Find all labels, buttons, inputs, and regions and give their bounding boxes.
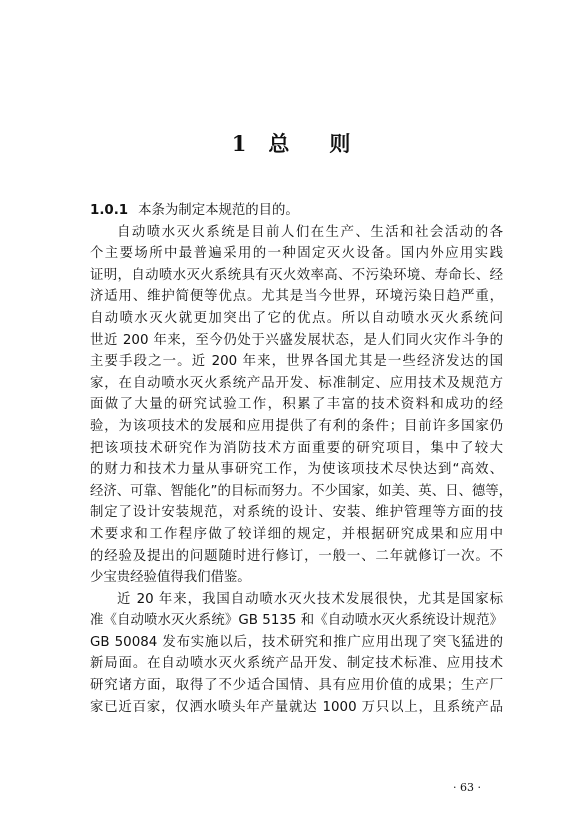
paragraph-1-line: 自动喷水灭火系统是目前人们在生产、生活和社会活动的各 bbox=[117, 224, 503, 240]
paragraph-1-line: 经济、可靠、智能化”的目标而努力。不少国家，如美、英、日、德等， bbox=[90, 483, 513, 499]
paragraph-1-line: 把该项技术研究作为消防技术方面重要的研究项目，集中了较大 bbox=[90, 440, 503, 456]
body-text bbox=[90, 200, 513, 718]
paragraph-1-line: 证明，自动喷水灭火系统具有灭火效率高、不污染环境、寿命长、经 bbox=[90, 267, 503, 283]
paragraph-1-line: 面做了大量的研究试验工作，积累了丰富的技术资料和成功的经 bbox=[90, 397, 503, 413]
paragraph-2-line: 准《自动喷水灭火系统》GB 5135 和《自动喷水灭火系统设计规范》 bbox=[90, 613, 503, 629]
clause-line bbox=[90, 200, 503, 222]
chapter-number: 1 bbox=[231, 131, 247, 156]
paragraph-1-line: 家，在自动喷水灭火系统产品开发、标准制定、应用技术及规范方 bbox=[90, 375, 503, 391]
paragraph-2-line: 新局面。在自动喷水灭火系统产品开发、制定技术标准、应用技术 bbox=[90, 656, 503, 672]
paragraph-1-line: 验，为该项技术的发展和应用提供了有利的条件；目前许多国家仍 bbox=[90, 418, 503, 434]
paragraph-2-line: 研究诸方面，取得了不少适合国情、具有应用价值的成果；生产厂 bbox=[90, 678, 503, 694]
paragraph-1-line: 主要手段之一。近 200 年来，世界各国尤其是一些经济发达的国 bbox=[90, 354, 503, 370]
paragraph-1-line: 术要求和工作程序做了较详细的规定，并根据研究成果和应用中 bbox=[90, 526, 503, 542]
chapter-title-char-1: 总 bbox=[268, 131, 290, 156]
paragraph-1-line: 制定了设计安装规范，对系统的设计、安装、维护管理等方面的技 bbox=[90, 505, 503, 521]
paragraph-1-line: 的经验及提出的问题随时进行修订，一般一、二年就修订一次。不 bbox=[90, 548, 503, 564]
paragraph-1-line: 自动喷水灭火就更加突出了它的优点。所以自动喷水灭火系统问 bbox=[90, 310, 503, 326]
clause-text: 本条为制定本规范的目的。 bbox=[138, 203, 299, 218]
paragraph-1-line: 个主要场所中最普遍采用的一种固定灭火设备。国内外应用实践 bbox=[90, 246, 503, 262]
paragraph-2-line: 家已近百家，仅洒水喷头年产量就达 1000 万只以上，且系统产品 bbox=[90, 699, 503, 715]
clause-number: 1.0.1 bbox=[90, 203, 129, 218]
paragraph-1-line: 少宝贵经验值得我们借鉴。 bbox=[90, 570, 251, 586]
paragraph-1-line: 济适用、维护简便等优点。尤其是当今世界，环境污染日趋严重， bbox=[90, 289, 503, 305]
paragraph-2-line: GB 50084 发布实施以后，技术研究和推广应用出现了突飞猛进的 bbox=[90, 634, 503, 650]
chapter-heading bbox=[0, 131, 582, 157]
page-number: · 63 · bbox=[453, 781, 481, 794]
paragraph-1-line: 世近 200 年来，至今仍处于兴盛发展状态，是人们同火灾作斗争的 bbox=[90, 332, 503, 348]
paragraph-1-line: 的财力和技术力量从事研究工作，为使该项技术尽快达到“高效、 bbox=[90, 462, 503, 478]
chapter-title-char-2: 则 bbox=[329, 131, 351, 156]
paragraph-2-line: 近 20 年来，我国自动喷水灭火技术发展很快，尤其是国家标 bbox=[117, 591, 503, 607]
